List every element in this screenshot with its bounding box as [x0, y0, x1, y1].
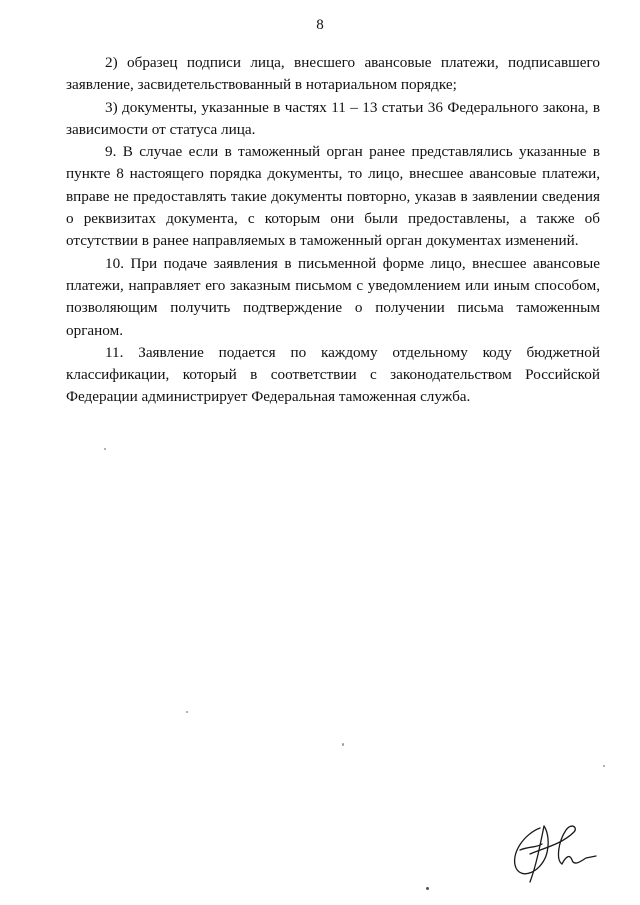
paragraph-clause-11: 11. Заявление подается по каждому отдельному коду бюджетной классификации, который в соответствии с законодательством Российской Федерации администрирует Федеральная таможенная служба.: [66, 343, 600, 406]
paragraph-clause-9: 9. В случае если в таможенный орган ранее представлялись указанные в пункте 8 настоящего порядка документы, то лицо, внесшее авансовые платежи, вправе не предоставлять такие документы повторно, указав в заявлении сведения о реквизитах документа, с которым они были предоставлены, а также об отсутствии в ранее направляемых в таможенный орган документах изменений.: [66, 143, 600, 250]
scan-speck: [342, 743, 344, 746]
scan-speck: [426, 887, 429, 890]
paragraph-clause-10: 10. При подаче заявления в письменной форме лицо, внесшее авансовые платежи, направляет его заказным письмом с уведомлением или иным способом, позволяющим получить подтверждение о получении письма таможенным органом.: [66, 254, 600, 339]
paragraph-item-2: 2) образец подписи лица, внесшего авансовые платежи, подписавшего заявление, засвидетельствованный в нотариальном порядке;: [66, 54, 600, 94]
scan-speck: [603, 765, 605, 767]
scan-speck: [104, 448, 106, 450]
page-number: 8: [316, 17, 324, 33]
document-body: [66, 52, 600, 409]
handwritten-signature: [500, 810, 600, 890]
scan-speck: [186, 711, 188, 713]
paragraph-item-3: 3) документы, указанные в частях 11 – 13 статьи 36 Федерального закона, в зависимости от статуса лица.: [66, 98, 600, 138]
